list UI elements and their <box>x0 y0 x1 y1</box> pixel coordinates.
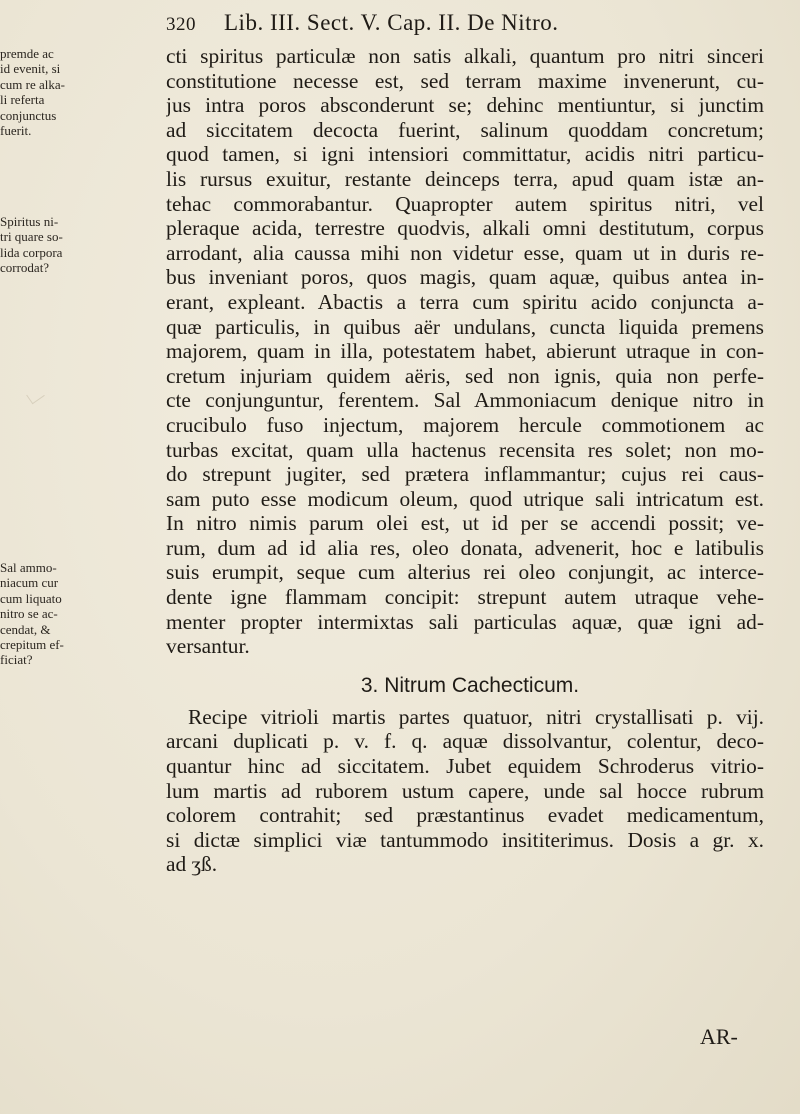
text-line: cretum injuriam quidem aëris, sed non ignis, quia non perfe- <box>166 363 764 388</box>
text-line: bus inveniant poros, quos magis, quam aquæ, quibus antea in- <box>166 265 764 290</box>
text-line: lis rursus exuitur, restante deinceps terra, apud quam istæ an- <box>166 166 764 191</box>
marginal-line: nitro se ac- <box>0 606 58 622</box>
text-line: erant, expleant. Abactis a terra cum spiritu acido conjuncta a- <box>166 289 764 314</box>
running-title: Lib. III. Sect. V. Cap. II. De Nitro. <box>224 10 559 35</box>
marginal-line: id evenit, si <box>0 61 61 77</box>
main-text <box>166 44 764 877</box>
text-line: versantur. <box>166 634 250 659</box>
marginal-line: Sal ammo- <box>0 560 57 575</box>
text-line: ad ʒß. <box>166 852 218 877</box>
marginal-line: ficiat? <box>0 652 33 668</box>
marginal-line: conjunctus <box>0 107 57 123</box>
page-number: 320 <box>166 14 196 35</box>
text-line: sam puto esse modicum oleum, quod utrique sali intricatum est. <box>166 486 764 511</box>
marginal-line: cum liquato <box>0 590 62 606</box>
marginal-note-2 <box>0 214 96 276</box>
marginal-line: cum re alka- <box>0 76 65 92</box>
marginal-line: lida corpora <box>0 244 63 260</box>
marginal-line: Spiritus ni- <box>0 214 59 229</box>
catchword: AR- <box>700 1024 738 1049</box>
marginal-line: niacum cur <box>0 575 59 591</box>
marginal-line: premde ac <box>0 46 54 61</box>
running-header <box>166 10 766 36</box>
text-line: crucibulo fuso injectum, majorem hercule commotionem ac <box>166 412 764 437</box>
text-line: lum martis ad ruborem ustum capere, unde sal hocce rubrum <box>166 778 764 803</box>
text-line: arrodant, alia caussa mihi non videtur esse, quam ut in duris re- <box>166 240 764 265</box>
text-line: quod tamen, si igni intensiori committatur, acidis nitri particu- <box>166 142 764 167</box>
marginal-line: corrodat? <box>0 260 50 276</box>
text-line: colorem contrahit; sed præstantinus evadet medicamentum, <box>166 803 764 828</box>
text-line: dente igne flammam concipit: strepunt autem utraque vehe- <box>166 585 764 610</box>
text-line: jus intra poros absconderunt se; dehinc mentiuntur, si junctim <box>166 93 764 118</box>
text-line: cti spiritus particulæ non satis alkali, quantum pro nitri sinceri <box>166 44 764 68</box>
text-line: suis erumpit, seque cum alterius rei oleo conjungit, ac interce- <box>166 560 764 585</box>
section-heading: 3. Nitrum Cachecticum. <box>360 673 580 697</box>
marginal-note-1 <box>0 46 96 138</box>
text-line: si dictæ simplici viæ tantummodo insititerimus. Dosis a gr. x. <box>166 827 764 852</box>
text-line: ad siccitatem decocta fuerint, salinum quoddam concretum; <box>166 117 764 142</box>
marginal-line: tri quare so- <box>0 229 63 245</box>
text-line: turbas excitat, quam ulla hactenus recensita res solet; non mo- <box>166 437 764 462</box>
paper-mark <box>26 387 45 405</box>
text-line: do strepunt jugiter, sed prætera inflammantur; cujus rei caus- <box>166 462 764 487</box>
text-line: quantur hinc ad siccitatem. Jubet equidem Schroderus vitrio- <box>166 754 764 779</box>
text-line: In nitro nimis parum olei est, ut id per se accendi possit; ve- <box>166 511 764 536</box>
marginal-line: fuerit. <box>0 123 32 139</box>
text-line: Recipe vitrioli martis partes quatuor, nitri crystallisati p. vij. <box>188 704 764 729</box>
text-line: tehac commorabantur. Quapropter autem spiritus nitri, vel <box>166 191 764 216</box>
marginal-line: crepitum ef- <box>0 637 64 653</box>
text-line: arcani duplicati p. v. f. q. aquæ dissolvantur, colentur, deco- <box>166 729 764 754</box>
text-line: rum, dum ad id alia res, oleo donata, advenerit, hoc e latibulis <box>166 535 764 560</box>
text-line: majorem, quam in illa, potestatem habet, abierunt utraque in con- <box>166 339 764 364</box>
text-line: constitutione necesse est, sed terram maxime invenerunt, cu- <box>166 68 764 93</box>
text-line: cte conjunguntur, ferentem. Sal Ammoniacum denique nitro in <box>166 388 764 413</box>
text-line: pleraque acida, terrestre quodvis, alkali omni destitutum, corpus <box>166 216 764 241</box>
text-line: menter propter intermixtas sali particulas aquæ, quæ igni ad- <box>166 609 764 634</box>
marginal-note-3 <box>0 560 96 668</box>
marginal-line: cendat, & <box>0 621 51 637</box>
marginal-line: li referta <box>0 92 45 108</box>
text-line: quæ particulis, in quibus aër undulans, cuncta liquida premens <box>166 314 764 339</box>
